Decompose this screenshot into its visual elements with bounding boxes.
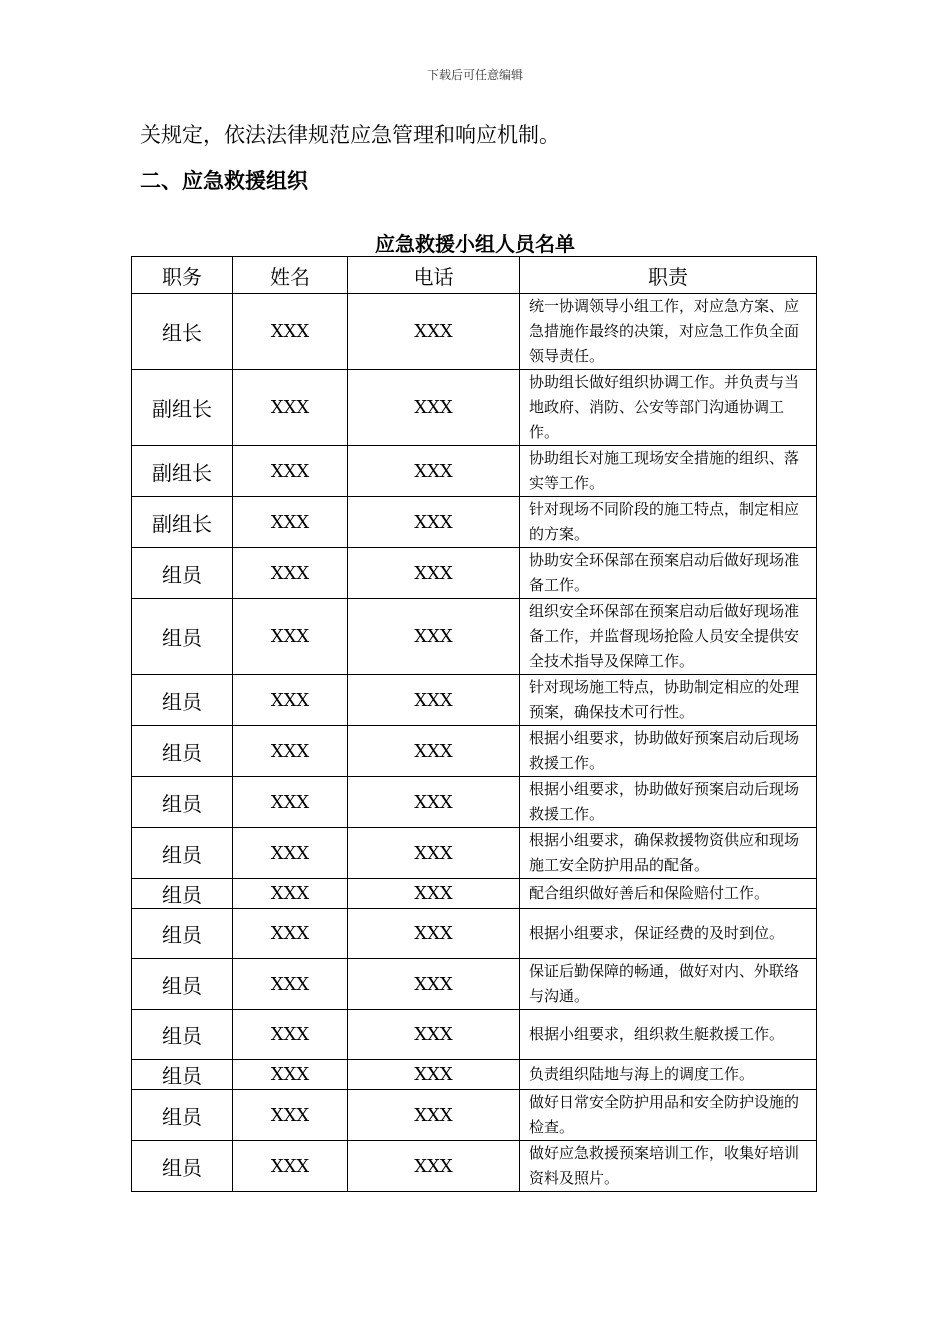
table-row (132, 959, 817, 1010)
column-header-duty: 职责 (520, 257, 817, 294)
name-cell: XXX (233, 777, 348, 828)
column-header-name: 姓名 (233, 257, 348, 294)
name-cell: XXX (233, 370, 348, 446)
name-cell: XXX (233, 548, 348, 599)
phone-cell: XXX (348, 909, 520, 959)
table-row (132, 548, 817, 599)
duty-cell: 协助组长做好组织协调工作。并负责与当地政府、消防、公安等部门沟通协调工作。 (520, 370, 817, 446)
column-header-role: 职务 (132, 257, 233, 294)
role-cell: 组员 (132, 909, 233, 959)
role-cell: 组员 (132, 879, 233, 909)
role-cell: 组员 (132, 599, 233, 675)
phone-cell: XXX (348, 446, 520, 497)
name-cell: XXX (233, 828, 348, 879)
phone-cell: XXX (348, 959, 520, 1010)
duty-cell: 组织安全环保部在预案启动后做好现场准备工作，并监督现场抢险人员安全提供安全技术指导及保障工作。 (520, 599, 817, 675)
table-row (132, 370, 817, 446)
table-row (132, 828, 817, 879)
role-cell: 组员 (132, 777, 233, 828)
phone-cell: XXX (348, 828, 520, 879)
table-header-row (132, 257, 817, 294)
table-row (132, 726, 817, 777)
duty-cell: 统一协调领导小组工作，对应急方案、应急措施作最终的决策，对应急工作负全面领导责任。 (520, 294, 817, 370)
phone-cell: XXX (348, 1090, 520, 1141)
duty-cell: 做好应急救援预案培训工作，收集好培训资料及照片。 (520, 1141, 817, 1192)
duty-cell: 根据小组要求，协助做好预案启动后现场救援工作。 (520, 777, 817, 828)
phone-cell: XXX (348, 675, 520, 726)
table-row (132, 909, 817, 959)
role-cell: 组员 (132, 1010, 233, 1060)
table-row (132, 1060, 817, 1090)
table-row (132, 294, 817, 370)
intro-paragraph: 关规定，依法法律规范应急管理和响应机制。 (140, 123, 560, 147)
table-row (132, 1090, 817, 1141)
name-cell: XXX (233, 497, 348, 548)
role-cell: 组长 (132, 294, 233, 370)
table-row (132, 1010, 817, 1060)
name-cell: XXX (233, 726, 348, 777)
name-cell: XXX (233, 599, 348, 675)
table-row (132, 675, 817, 726)
name-cell: XXX (233, 909, 348, 959)
name-cell: XXX (233, 879, 348, 909)
name-cell: XXX (233, 675, 348, 726)
role-cell: 组员 (132, 959, 233, 1010)
duty-cell: 根据小组要求，保证经费的及时到位。 (520, 909, 817, 959)
duty-cell: 做好日常安全防护用品和安全防护设施的检查。 (520, 1090, 817, 1141)
role-cell: 组员 (132, 1060, 233, 1090)
phone-cell: XXX (348, 1060, 520, 1090)
duty-cell: 根据小组要求，协助做好预案启动后现场救援工作。 (520, 726, 817, 777)
role-cell: 组员 (132, 828, 233, 879)
phone-cell: XXX (348, 777, 520, 828)
role-cell: 组员 (132, 548, 233, 599)
role-cell: 组员 (132, 1090, 233, 1141)
table-row (132, 1141, 817, 1192)
role-cell: 组员 (132, 1141, 233, 1192)
table-row (132, 497, 817, 548)
phone-cell: XXX (348, 879, 520, 909)
phone-cell: XXX (348, 294, 520, 370)
name-cell: XXX (233, 959, 348, 1010)
phone-cell: XXX (348, 1141, 520, 1192)
table-row (132, 879, 817, 909)
duty-cell: 针对现场施工特点，协助制定相应的处理预案，确保技术可行性。 (520, 675, 817, 726)
role-cell: 副组长 (132, 446, 233, 497)
duty-cell: 协助组长对施工现场安全措施的组织、落实等工作。 (520, 446, 817, 497)
table-title: 应急救援小组人员名单 (375, 232, 575, 256)
phone-cell: XXX (348, 1010, 520, 1060)
phone-cell: XXX (348, 726, 520, 777)
phone-cell: XXX (348, 599, 520, 675)
name-cell: XXX (233, 1060, 348, 1090)
column-header-phone: 电话 (348, 257, 520, 294)
duty-cell: 负责组织陆地与海上的调度工作。 (520, 1060, 817, 1090)
section-heading: 二、应急救援组织 (140, 169, 308, 193)
duty-cell: 根据小组要求，确保救援物资供应和现场施工安全防护用品的配备。 (520, 828, 817, 879)
table-row (132, 446, 817, 497)
duty-cell: 保证后勤保障的畅通，做好对内、外联络与沟通。 (520, 959, 817, 1010)
page-header: 下载后可任意编辑 (426, 68, 523, 82)
role-cell: 副组长 (132, 370, 233, 446)
role-cell: 组员 (132, 675, 233, 726)
name-cell: XXX (233, 1010, 348, 1060)
phone-cell: XXX (348, 370, 520, 446)
table-row (132, 599, 817, 675)
role-cell: 副组长 (132, 497, 233, 548)
table-row (132, 777, 817, 828)
personnel-table (131, 256, 817, 1192)
duty-cell: 针对现场不同阶段的施工特点，制定相应的方案。 (520, 497, 817, 548)
phone-cell: XXX (348, 548, 520, 599)
name-cell: XXX (233, 1090, 348, 1141)
phone-cell: XXX (348, 497, 520, 548)
name-cell: XXX (233, 446, 348, 497)
name-cell: XXX (233, 1141, 348, 1192)
duty-cell: 根据小组要求，组织救生艇救援工作。 (520, 1010, 817, 1060)
duty-cell: 协助安全环保部在预案启动后做好现场准备工作。 (520, 548, 817, 599)
role-cell: 组员 (132, 726, 233, 777)
duty-cell: 配合组织做好善后和保险赔付工作。 (520, 879, 817, 909)
name-cell: XXX (233, 294, 348, 370)
